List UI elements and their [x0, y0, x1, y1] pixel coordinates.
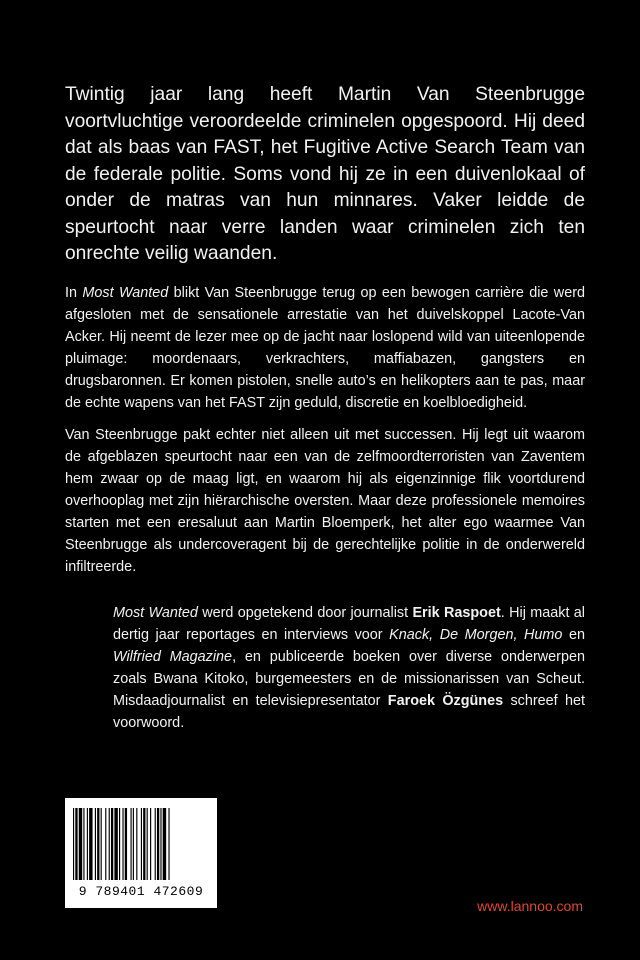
- summary-paragraph-1: [65, 282, 585, 414]
- barcode-bar: [141, 808, 142, 880]
- barcode-bar: [87, 808, 88, 880]
- barcode-bar: [114, 808, 117, 880]
- barcode-bar: [133, 808, 134, 880]
- barcode-bar: [160, 808, 161, 880]
- publisher-url: www.lannoo.com: [477, 898, 583, 914]
- p1-rest: blikt Van Steenbrugge terug op een bewogen carrière die werd afgesloten met de sensationele arrestatie van het duivelskoppel Lacote-Van Acker. Hij neemt de lezer mee op de jacht naar loslopend wild van uiteenlopende pluimage: moordenaars, verkrachters, maffiabazen, gangsters en drugsbaronnen. Er komen pistolen, snelle auto’s en helikopters aan te pas, maar de echte wapens van het FAST zijn geduld, discretie en koelbloedigheid.: [65, 285, 586, 411]
- barcode-bar: [119, 808, 120, 880]
- barcode-bar: [131, 808, 132, 880]
- isbn-number: 9 789401 472609: [78, 884, 204, 899]
- barcode-bar: [157, 808, 159, 880]
- author-book-title: Most Wanted: [113, 605, 198, 621]
- barcode-bar: [155, 808, 156, 880]
- author-text-3: en: [562, 627, 585, 643]
- barcode-bar: [109, 808, 110, 880]
- lead-paragraph: Twintig jaar lang heeft Martin Van Steenbrugge voortvluchtige veroordeelde criminelen opgespoord. Hij deed dat als baas van FAST, het Fugitive Active Search Team van de federale politie. Soms vond hij ze in een duivenlokaal of onder de matras van hun minnares. Vaker leidde de speurtocht naar verre landen waar criminelen zich ten onrechte veilig waanden.: [65, 84, 585, 264]
- barcode-bar: [150, 808, 151, 880]
- barcode-bar: [163, 808, 166, 880]
- barcode-bar: [105, 808, 106, 880]
- barcode-bar: [75, 808, 77, 880]
- author-text-5: schreef het voorwoord.: [113, 693, 585, 731]
- book-title: Most Wanted: [82, 285, 169, 301]
- barcode-bar: [95, 808, 96, 880]
- barcode-bar: [89, 808, 92, 880]
- summary-paragraph-2: Van Steenbrugge pakt echter niet alleen uit met successen. Hij legt uit waarom de afgeblazen speurtocht naar een van de zelfmoordterroristen van Zaventem hem zwaar op de maag ligt, en waarom hij als eigenzinnige flik voortdurend overhooplag met zijn hiërarchische oversten. Maar deze professionele memoires starten met een eresaluut aan Martin Bloemperk, het alter ego waarmee Van Steenbrugge als undercoveragent bij de gerechtelijke politie in de onderwereld infiltreerde.: [65, 427, 585, 575]
- barcode: [65, 798, 217, 908]
- p1-pre: In: [65, 285, 83, 301]
- barcode-bar: [97, 808, 99, 880]
- barcode-bar: [79, 808, 82, 880]
- barcode-bar: [147, 808, 148, 880]
- barcode-bar: [125, 808, 127, 880]
- author-text-4: , en publiceerde boeken over diverse onderwerpen zoals Bwana Kitoko, burgemeesters en de missionarissen van Scheut. Misdaadjournalist en televisiepresentator: [113, 649, 585, 709]
- barcode-bar: [136, 808, 137, 880]
- barcode-bar: [168, 808, 169, 880]
- barcode-bar: [111, 808, 113, 880]
- barcode-bar: [83, 808, 84, 880]
- magazine: Wilfried Magazine: [113, 649, 233, 665]
- barcode-bar: [73, 808, 74, 880]
- barcode-bar: [101, 808, 102, 880]
- author-text-2: . Hij maakt al dertig jaar reportages en interviews voor: [113, 605, 585, 643]
- barcode-bar: [122, 808, 123, 880]
- author-name: Erik Raspoet: [412, 605, 501, 621]
- author-text-1: werd opgetekend door journalist: [197, 605, 413, 621]
- barcode-bar: [143, 808, 145, 880]
- foreword-author-name: Faroek Özgünes: [387, 693, 504, 709]
- publications: Knack, De Morgen, Humo: [389, 627, 563, 643]
- author-paragraph: [113, 602, 585, 734]
